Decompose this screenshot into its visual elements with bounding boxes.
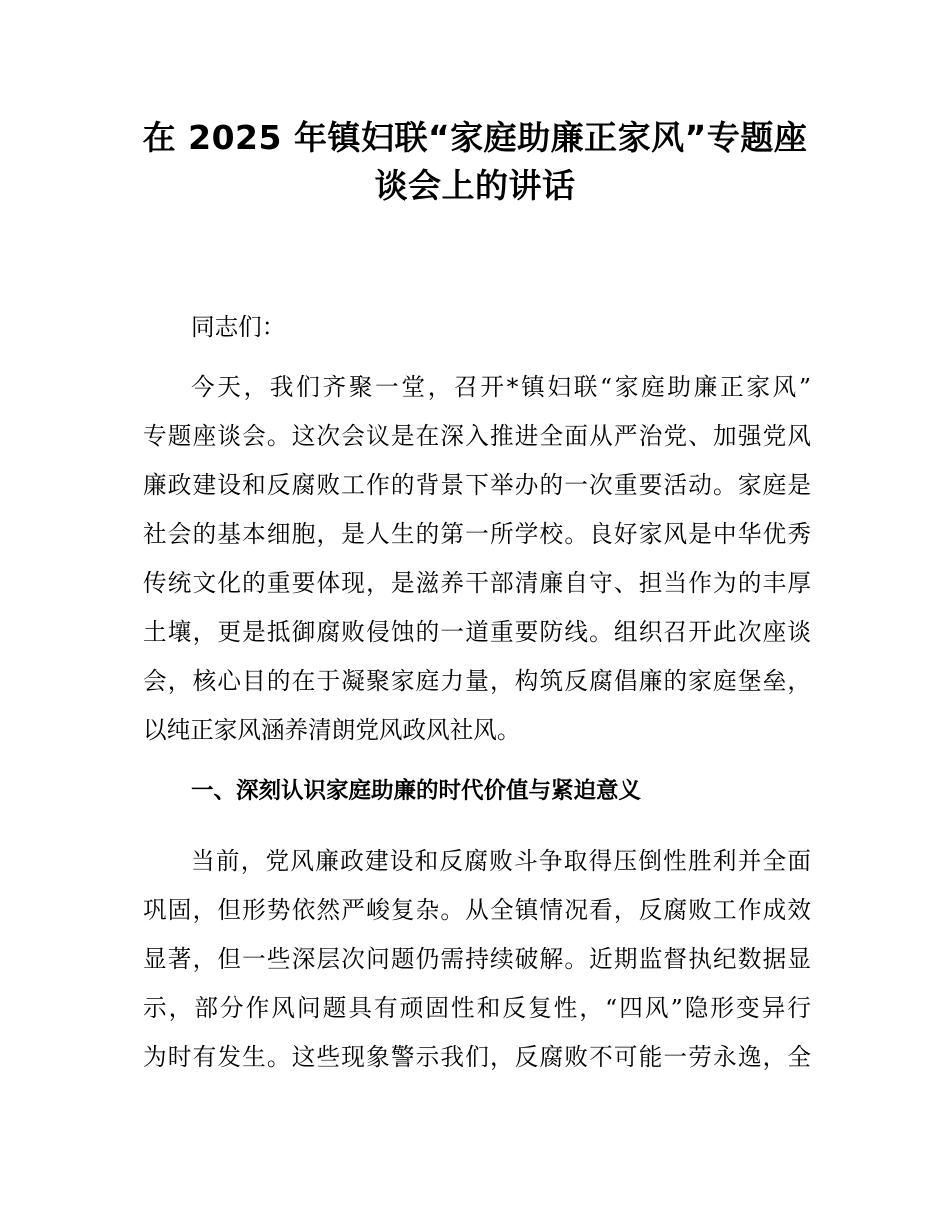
paragraph-line: 当前，党风廉政建设和反腐败斗争取得压倒性胜利并全面 [191, 847, 811, 875]
section-heading: 一、深刻认识家庭助廉的时代价值与紧迫意义 [191, 778, 642, 804]
paragraph-line: 廉政建设和反腐败工作的背景下举办的一次重要活动。家庭是 [143, 471, 811, 499]
salutation: 同志们： [191, 313, 286, 341]
paragraph-line: 今天，我们齐聚一堂，召开*镇妇联“家庭助廉正家风” [191, 373, 811, 401]
paragraph-line: 土壤，更是抵御腐败侵蚀的一道重要防线。组织召开此次座谈 [143, 618, 811, 646]
paragraph-line: 传统文化的重要体现，是滋养干部清廉自守、担当作为的丰厚 [143, 569, 811, 597]
paragraph-line: 显著，但一些深层次问题仍需持续破解。近期监督执纪数据显 [143, 945, 811, 973]
document-title-line-2: 谈会上的讲话 [374, 166, 576, 205]
paragraph-line: 示，部分作风问题具有顽固性和反复性，“四风”隐形变异行 [143, 994, 811, 1022]
paragraph-line: 为时有发生。这些现象警示我们，反腐败不可能一劳永逸，全 [143, 1043, 811, 1071]
paragraph-line: 会，核心目的在于凝聚家庭力量，构筑反腐倡廉的家庭堡垒， [143, 667, 811, 695]
document-title-line-1: 在 2025 年镇妇联“家庭助廉正家风”专题座 [142, 118, 808, 157]
paragraph-line: 专题座谈会。这次会议是在深入推进全面从严治党、加强党风 [143, 422, 811, 450]
paragraph-line: 社会的基本细胞，是人生的第一所学校。良好家风是中华优秀 [143, 520, 811, 548]
paragraph-line: 以纯正家风涵养清朗党风政风社风。 [143, 716, 521, 744]
paragraph-line: 巩固，但形势依然严峻复杂。从全镇情况看，反腐败工作成效 [143, 896, 811, 924]
